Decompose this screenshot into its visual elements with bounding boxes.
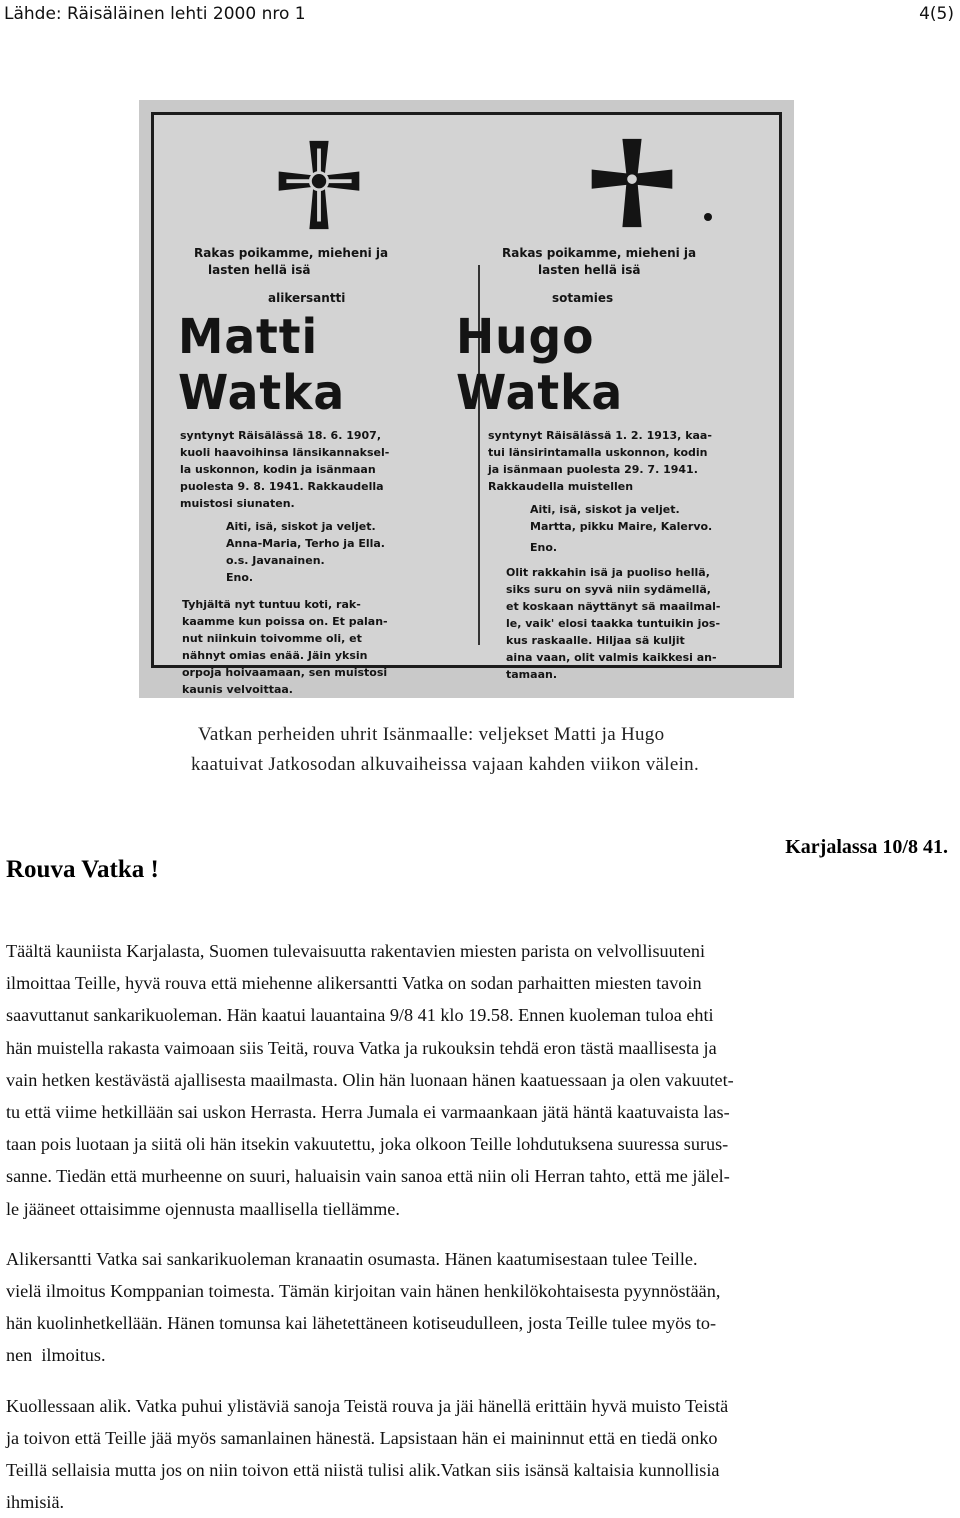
newspaper-clipping-image [139,100,794,698]
cross-of-liberty-icon [271,137,367,233]
letter-paragraph: Täältä kauniista Karjalasta, Suomen tulevaisuutta rakentavien miesten parista on velvollisuuteni ilmoittaa Teille, hyvä rouva että miehenne alikersantti Vatka on sodan parhaitten miesten tavoin saavuttanut sankarikuoleman. Hän kaatui lauantaina 9/8 41 klo 19.58. Ennen kuoleman tuloa ehti hän muistella rakasta vaimoaan siis Teitä, rouva Vatka ja rukouksin tehdä eron tästä maallisesta ja vain hetken kestävästä ajallisesta maailmasta. Olin hän luonaan hänen kaatuessaan ja olen vakuutet- tu että viime hetkillään sai uskon Herrasta. Herra Jumala ei varmaankaan jätä häntä kaatuvaista las- taan pois luotaan ja siitä oli hän itsekin vakuutettu, joka olkoon Teille lohdutuksena suuressa surus- sanne. Tiedän että murheenne on suuri, haluaisin vain sanoa että niin oli Herran tahto, että me jälel- le jääneet ottaisimme ojennusta maallisella tiellämme. [6,941,734,1219]
letter-paragraph: Alikersantti Vatka sai sankarikuoleman kranaatin osumasta. Hänen kaatumisestaan tulee Teille. vielä ilmoitus Komppanian toimesta. Tämän kirjoitan vain hänen henkilökohtaisesta pyynnöstään, hän kuolinhetkellään. Hänen tomunsa kai lähetettäneen kotiseudulleen, josta Teille tulee myös to- nen ilmoitus. [6,1248,721,1366]
cross-of-liberty-icon [584,135,680,231]
decorative-dot [704,213,712,221]
letter-body [6,935,956,1518]
notice-rank: sotamies [552,291,614,305]
death-notices [151,112,782,696]
notice-bio: syntynyt Räisälässä 18. 6. 1907, kuoli haavoihinsa länsikannaksel- la uskonnon, kodin ja isänmaan puolesta 9. 8. 1941. Rakkaudella muistosi siunaten. [180,429,390,510]
notice-mourners: Aiti, isä, siskot ja veljet. Martta, pikku Maire, Kalervo. [530,503,713,533]
caption-line: Vatkan perheiden uhrit Isänmaalle: veljekset Matti ja Hugo [198,724,665,745]
notice-name: Matti Watka [178,309,346,421]
source-reference: Lähde: Räisäläinen lehti 2000 nro 1 [4,4,306,24]
notice-verse: Tyhjältä nyt tuntuu koti, rak- kaamme kun poissa on. Et palan- nut niinkuin toivomme oli, et nähnyt omias enää. Jäin yksin orpoja hoivaamaan, sen muistosi kaunis velvoittaa. [182,598,388,696]
notice-rank: alikersantti [268,291,346,305]
letter-place-date: Karjalassa 10/8 41. [785,836,948,858]
notice-intro: Rakas poikamme, mieheni ja lasten hellä isä [502,246,697,277]
image-caption [191,720,798,780]
caption-line: kaatuivat Jatkosodan alkuvaiheissa vajaan kahden viikon välein. [191,754,700,775]
notice-bio: syntynyt Räisälässä 1. 2. 1913, kaa- tui länsirintamalla uskonnon, kodin ja isänmaan puolesta 29. 7. 1941. Rakkaudella muistellen [488,429,712,493]
notice-eno: Eno. [530,541,558,554]
notice-name: Hugo Watka [456,309,624,421]
notice-intro: Rakas poikamme, mieheni ja lasten hellä isä [194,246,389,277]
notice-mourners: Aiti, isä, siskot ja veljet. Anna-Maria, Terho ja Ella. o.s. Javanainen. Eno. [226,520,385,584]
letter-greeting: Rouva Vatka ! [6,856,159,883]
page-number: 4(5) [919,4,954,24]
notice-hugo-watka [456,245,786,683]
notice-matti-watka [178,245,474,698]
notice-verse: Olit rakkahin isä ja puoliso hellä, siks suru on syvä niin sydämellä, et koskaan näyttänyt sä maailmal- le, vaik' elosi taakka tuntuikin jos- kus raskaalle. Hiljaa sä kuljit aina vaan, olit valmis kaikkesi an- tamaan. [506,566,721,681]
letter-paragraph: Kuollessaan alik. Vatka puhui ylistäviä sanoja Teistä rouva ja jäi hänellä erittäin hyvä muisto Teistä ja toivon että Teille jää myös samanlainen hänestä. Lapsistaan hän ei maininnut että en tiedä onko Teillä sellaisia mutta jos on niin toivon että niistä tulisi alik.Vatkan siis isänsä kaltaisia kunnollisia ihmisiä. [6,1395,729,1513]
